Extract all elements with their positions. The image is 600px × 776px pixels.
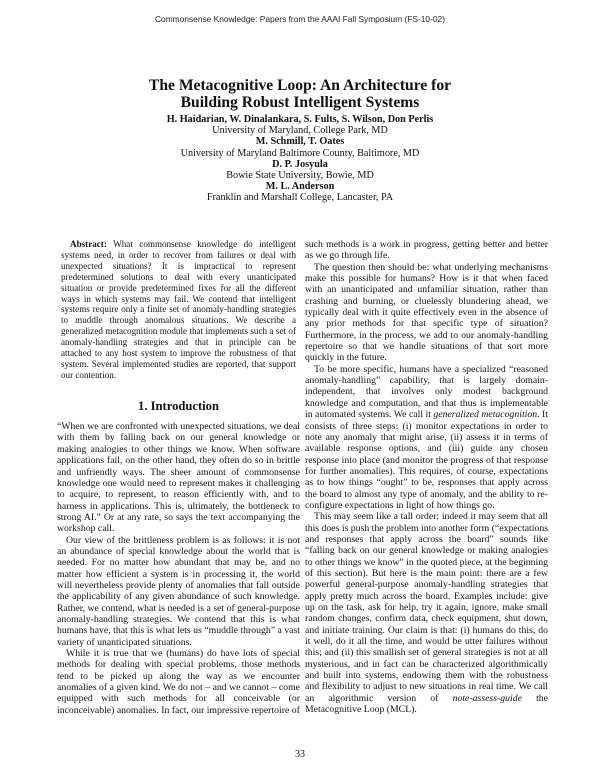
author-affiliation: Franklin and Marshall College, Lancaster, PA [206,192,394,204]
paragraph: such methods is a work in progress, getting better and better as we go through life. [305,239,548,262]
author-names: M. L. Anderson [265,181,335,193]
author-affiliation: University of Maryland, College Park, MD [212,125,388,137]
paragraph: Our view of the brittleness problem is as follows: it is not an abundance of special knowledge about the world that is needed. For no matter how abundant that may be, and no matter how efficient a system is in processing it, the world will nevertheless provide plenty of anomalies that fall outside the applicability of any given abundance of such knowledge. Rather, we contend, what is needed is a set of general-purpose anomaly-handling strategies. We contend that this is what humans have, that this is what lets us “muddle through” a vast variety of unanticipated situations. [57,534,300,648]
author-affiliation: Bowie State University, Bowie, MD [226,170,374,182]
right-column [305,239,548,715]
author-block [0,114,600,204]
paper-title [0,77,600,111]
emphasis: generalized metacognition [433,409,538,421]
abstract-label: Abstract: [70,239,107,249]
author-names: H. Haidarian, W. Dinalankara, S. Fults, S. Wilson, Don Perlis [166,114,434,125]
text: . It consists of three steps: (i) monitor expectations in order to note any anomaly that might arise, (ii) assess it in terms of available response options, and (iii) guide any chosen response into place (and monitor the progress of that response for further anomalies). This requires, of course, expectations as to how things “ought” to be, responses that apply across the board to almost any type of anomaly, and the ability to re-configure expectations in light of how things go. [305,409,548,511]
text: the Metacognitive Loop (MCL). [305,692,548,716]
page-number: 33 [295,749,305,760]
section-heading: 1. Introduction [138,398,219,413]
abstract-text: What commonsense knowledge do intelligent systems need, in order to recover from failures or deal with unexpected situations? It is impractical to represent predetermined solutions to deal with every unanticipated situation or provide predetermined fixes for all the different ways in which systems may fail. We contend that intelligent systems require only a finite set of anomaly-handling strategies to muddle through anomalous situations. We describe a generalized metacognition module that implements such a set of anomaly-handling strategies and that in principle can be attached to any host system to improve the robustness of that system. Several implemented studies are reported, that support our contention. [61,239,296,380]
paragraph: While it is true that we (humans) do have lots of special methods for dealing with special problems, those methods tend to be picked up along the way as we encounter anomalies of a given kind. We do not – and we cannot – come equipped with such methods for all conceivable (or inconceivable) anomalies. In fact, our impressive repertoire of [57,648,300,716]
left-column [57,239,300,716]
author-affiliation: University of Maryland Baltimore County, Baltimore, MD [180,147,420,159]
running-header: Commonsense Knowledge: Papers from the AAAI Fall Symposium (FS-10-02) [155,14,445,24]
paragraph: The question then should be: what underlying mechanisms make this possible for humans? How is it that when faced with an unanticipated and unfamiliar situation, rather than crashing and burning, or cluelessly blundering ahead, we typically deal with it quite effectively even in the absence of any prior methods for that specific type of situation? Furthermore, in the process, we add to our anomaly-handling repertoire so that we handle situations of that sort more quickly in the future. [305,261,548,364]
emphasis: note-assess-guide [452,692,522,704]
title-line: The Metacognitive Loop: An Architecture for [148,77,452,94]
abstract [57,239,300,381]
text: To be more specific, humans have a specialized “reasoned anomaly-handling” capability, that is largely domain-independent, that involves only modest background knowledge and computation, and that thus is implementable in automated systems. We call it [305,363,548,421]
author-names: D. P. Josyula [272,158,328,170]
title-line: Building Robust Intelligent Systems [180,94,420,111]
paragraph [305,511,548,715]
paragraph [305,364,548,511]
author-names: M. Schmill, T. Oates [255,136,345,148]
text: This may seem like a tall order; indeed it may seem that all this does is push the problem into another form (“expectations and responses that apply across the board” sounds like “falling back on our general knowledge or making analogies to other things we know” in the quoted piece, at the beginning of this section). But here is the main point: there are a few powerful general-purpose anomaly-handling strategies that apply pretty much across the board. Examples include: give up on the task, ask for help, try it again, ignore, make small random changes, confirm data, check equipment, shut down, and initiate training. Our claim is that: (i) humans do this, do it well, do it all the time, and would be utter failures without this; and (ii) this smallish set of general strategies is not at all mysterious, and in fact can be characterized algorithmically and built into systems, endowing them with the robustness and flexibility to adjust to new situations in real time. We call an algorithmic version of [305,511,548,704]
paragraph: “When we are confronted with unexpected situations, we deal with them by falling back on our general knowledge or making analogies to other things we know. When software applications fail, on the other hand, they often do so in brittle and unfriendly ways. The sheer amount of commonsense knowledge one would need to represent makes it challenging to acquire, to represent, to reason efficiently with, and to harness in applications. This is, ultimately, the bottleneck to strong AI.” Or at any rate, so says the text accompanying the workshop call. [57,421,300,535]
